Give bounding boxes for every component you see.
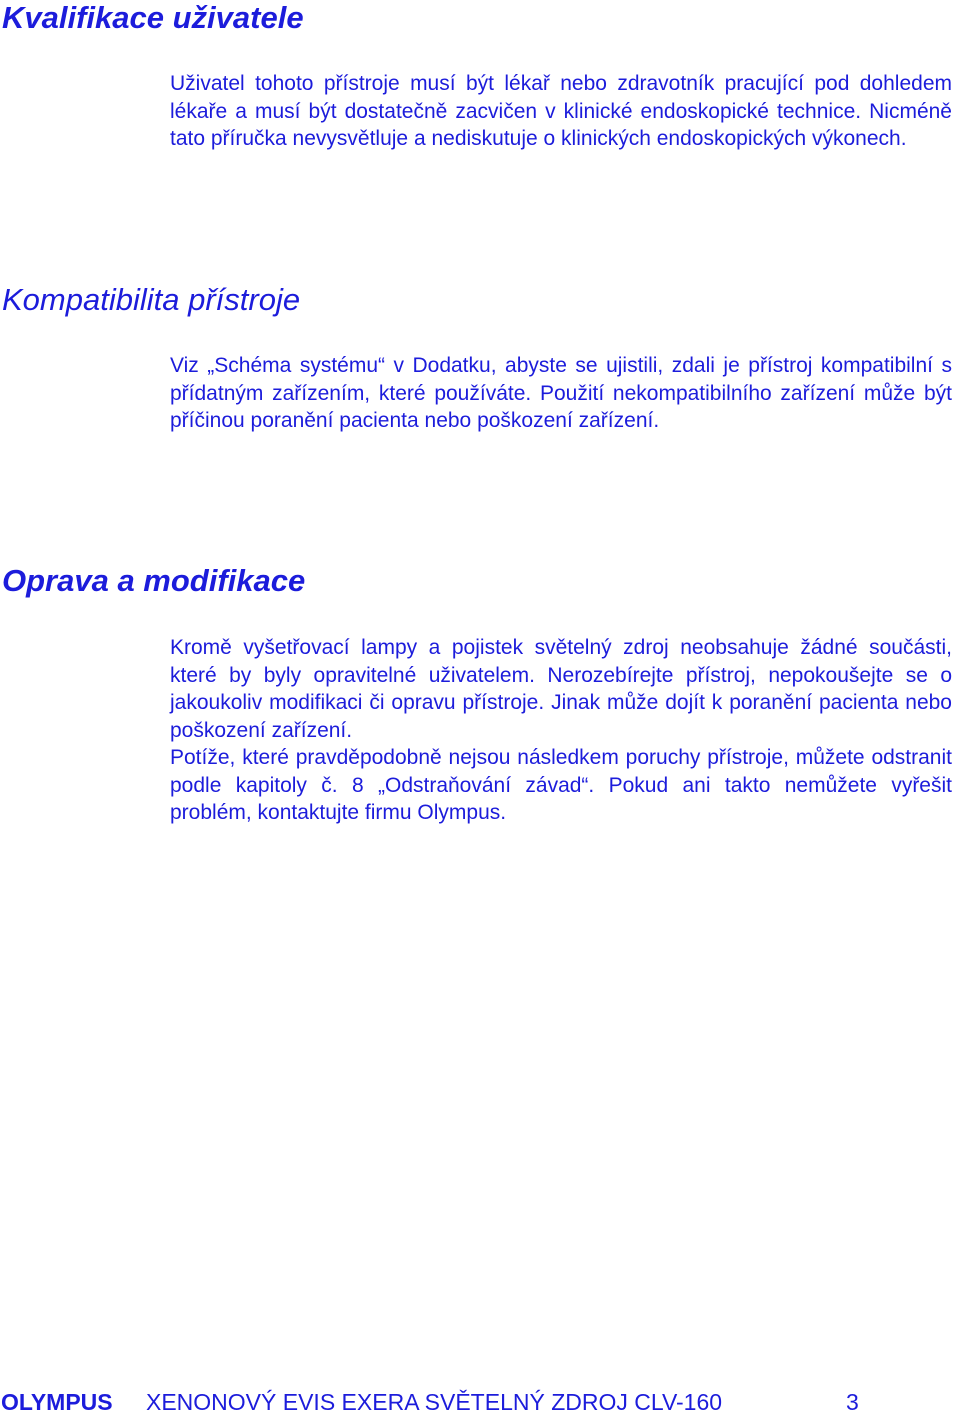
section-body-device-compatibility [170,352,952,435]
section-heading-user-qualification: Kvalifikace uživatele [2,0,304,35]
section-heading-repair-modification: Oprava a modifikace [2,563,306,598]
footer-brand: OLYMPUS [1,1389,113,1415]
section-body-user-qualification [170,70,952,153]
paragraph: Kromě vyšetřovací lampy a pojistek světelný zdroj neobsahuje žádné součásti, které by byly opravitelné uživatelem. Nerozebírejte přístroj, nepokoušejte se o jakoukoliv modifikaci či opravu přístroje. Jinak může dojít k poranění pacienta nebo poškození zařízení. [170,636,952,742]
page-footer [0,1389,960,1419]
paragraph: Viz „Schéma systému“ v Dodatku, abyste se ujistili, zdali je přístroj kompatibilní s přídatným zařízením, které používáte. Použití nekompatibilního zařízení může být příčinou poranění pacienta nebo poškození zařízení. [170,354,952,432]
paragraph: Uživatel tohoto přístroje musí být lékař nebo zdravotník pracující pod dohledem lékaře a musí být dostatečně zacvičen v klinické endoskopické technice. Nicméně tato příručka nevysvětluje a nediskutuje o klinických endoskopických výkonech. [170,72,952,150]
section-body-repair-modification [170,634,952,827]
section-heading-device-compatibility: Kompatibilita přístroje [2,282,301,317]
footer-document-title: XENONOVÝ EVIS EXERA SVĚTELNÝ ZDROJ CLV-160 [146,1389,723,1415]
paragraph: Potíže, které pravděpodobně nejsou následkem poruchy přístroje, můžete odstranit podle kapitoly č. 8 „Odstraňování závad“. Pokud ani takto nemůžete vyřešit problém, kontaktujte firmu Olympus. [170,746,952,824]
footer-page-number: 3 [846,1389,859,1415]
